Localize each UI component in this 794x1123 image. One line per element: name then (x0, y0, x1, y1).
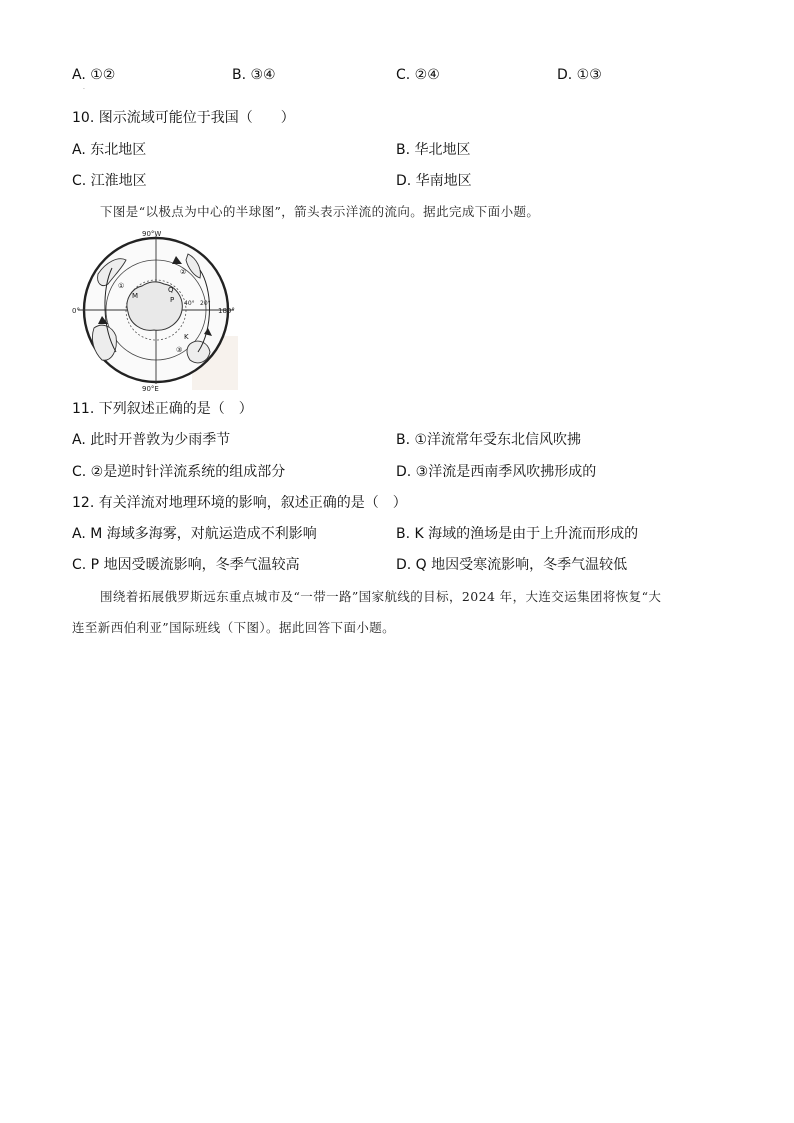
q11-option-a[interactable]: A. 此时开普敦为少雨季节 (72, 432, 231, 448)
q12-option-c[interactable]: C. P 地因受暖流影响，冬季气温较高 (72, 557, 300, 573)
q9-option-a[interactable]: A. ①② (72, 67, 116, 83)
q11-option-d[interactable]: D. ③洋流是西南季风吹拂形成的 (396, 464, 597, 480)
label-90w: 90°W (142, 230, 162, 238)
label-point-m: M (132, 292, 139, 300)
label-lat-20: 20° (200, 300, 211, 307)
q9-options (72, 64, 722, 86)
label-90e: 90°E (142, 385, 159, 392)
polar-hemisphere-map (72, 228, 240, 392)
intro-dalian-line1: 围绕着拓展俄罗斯远东重点城市及“一带一路”国家航线的目标，2024 年，大连交运集团将恢复“大 (100, 589, 662, 604)
q12-option-d[interactable]: D. Q 地因受寒流影响，冬季气温较低 (396, 557, 628, 573)
label-current-1: ① (118, 282, 125, 290)
q9-option-c[interactable]: C. ②④ (396, 67, 440, 83)
label-point-q: Q (168, 286, 174, 294)
map-svg (72, 228, 240, 392)
q10-options-row2 (72, 170, 722, 192)
q11-options-row1 (72, 429, 722, 451)
antarctica-landmass (127, 282, 182, 330)
q12-option-b[interactable]: B. K 海域的渔场是由于上升流而形成的 (396, 526, 639, 542)
label-current-2: ② (180, 268, 187, 276)
landmass-lower-left (92, 325, 116, 360)
label-point-k: K (184, 333, 189, 341)
label-point-p: P (170, 296, 175, 304)
label-current-3: ③ (176, 346, 183, 354)
intro-dalian-route (72, 587, 724, 638)
label-180deg: 180° (218, 307, 235, 315)
q9-option-d[interactable]: D. ①③ (557, 67, 602, 83)
q12-stem: 12. 有关洋流对地理环境的影响，叙述正确的是（ ） (72, 495, 407, 511)
q10-stem: 10. 图示流域可能位于我国（ ） (72, 110, 295, 126)
q10-option-b[interactable]: B. 华北地区 (396, 142, 471, 158)
q11-stem: 11. 下列叙述正确的是（ ） (72, 401, 253, 417)
q12-options-row1 (72, 523, 722, 545)
intro-hemisphere-map (72, 202, 724, 222)
q10-option-d[interactable]: D. 华南地区 (396, 173, 472, 189)
q11-options-row2 (72, 461, 722, 483)
intro-hemisphere-text: 下图是“以极点为中心的半球图”，箭头表示洋流的流向。据此完成下面小题。 (100, 204, 540, 219)
q10-options-row1 (72, 139, 722, 161)
q12-option-a[interactable]: A. M 海域多海雾，对航运造成不利影响 (72, 526, 317, 542)
q10-option-a[interactable]: A. 东北地区 (72, 142, 147, 158)
q11-option-c[interactable]: C. ②是逆时针洋流系统的组成部分 (72, 464, 286, 480)
q9-option-b[interactable]: B. ③④ (232, 67, 276, 83)
q11-option-b[interactable]: B. ①洋流常年受东北信风吹拂 (396, 432, 582, 448)
label-lat-40: 40° (184, 300, 195, 307)
q12-options-row2 (72, 554, 722, 576)
intro-dalian-line2: 连至新西伯利亚”国际班线（下图）。据此回答下面小题。 (72, 620, 396, 635)
stray-mark: · (83, 86, 85, 93)
label-0deg: 0° (72, 307, 80, 315)
q10-option-c[interactable]: C. 江淮地区 (72, 173, 147, 189)
